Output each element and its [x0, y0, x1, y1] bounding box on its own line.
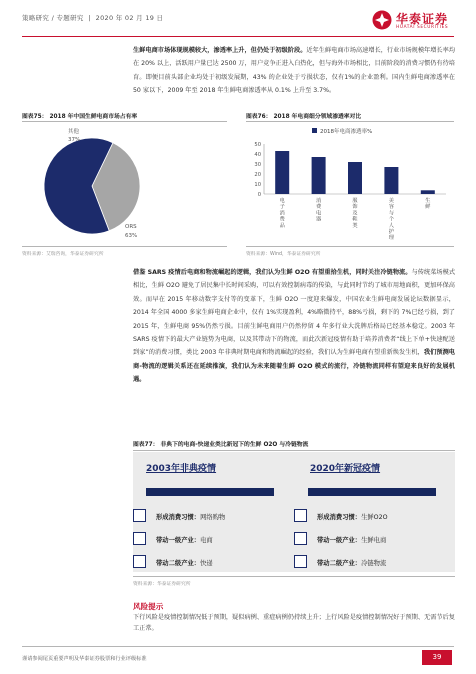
logo-english-name: HUATAI SECURITIES	[396, 25, 449, 30]
right-square-icon	[294, 509, 307, 522]
right-row-2: 带动一级产业：生鲜电商	[317, 537, 387, 544]
bar-y-tick-label: 20	[254, 172, 261, 178]
pie-label-other: 其他	[68, 129, 80, 135]
pie-slices	[44, 138, 140, 234]
left-row-3: 带动二级产业：快递	[156, 560, 213, 567]
fig76-top-rule	[246, 121, 454, 122]
fig77-left-bar	[146, 488, 274, 496]
header-divider	[22, 36, 454, 37]
huatai-logo	[372, 10, 454, 36]
page-header: 策略研究 / 专题研究 | 2020 年 02 月 19 日	[22, 14, 164, 22]
bar-x-tick-label: 电子消费品	[279, 198, 285, 229]
footer-disclaimer: 谨请参阅尾页重要声明及华泰证券股票和行业评级标准	[22, 656, 147, 662]
bar-0	[275, 151, 289, 194]
logo-chinese-name: 华泰证券	[396, 12, 449, 26]
fig76-bar-chart	[246, 124, 454, 246]
pie-label-other-pct: 37%	[68, 137, 81, 143]
bar-legend-swatch	[312, 128, 317, 133]
fig77-left-heading: 2003年非典疫情	[146, 464, 217, 474]
fig75-source: 资料来源：艾瑞咨询，华泰证券研究所	[22, 252, 104, 257]
header-subcategory: 专题研究	[56, 14, 84, 22]
fig76-bottom-rule	[246, 246, 454, 247]
fig75-pie-chart	[22, 124, 227, 246]
header-category: 策略研究	[22, 14, 50, 22]
right-row-3: 带动二级产业：冷链物流	[317, 560, 387, 567]
left-square-icon	[133, 555, 146, 568]
intro-paragraph	[133, 44, 455, 98]
bar-1	[312, 157, 326, 194]
bar-legend-label: 2018年电商渗透率%	[320, 129, 373, 135]
bar-x-tick-label: 美容与个人护理	[388, 198, 395, 242]
bar-x-tick-label: 生鲜	[425, 198, 431, 211]
fig77-right-heading: 2020年新冠疫情	[310, 464, 381, 474]
left-square-icon	[133, 532, 146, 545]
bar-2	[348, 162, 362, 194]
fig75-title: 图表75： 2018 年中国生鲜电商市场占有率	[22, 114, 138, 120]
bar-x-labels	[280, 196, 432, 241]
page-number: 39	[422, 650, 452, 665]
fig77-source: 资料来源：华泰证券研究所	[133, 582, 191, 587]
bar-4	[421, 190, 435, 194]
header-date: 2020 年 02 月 19 日	[95, 14, 164, 22]
bar-y-tick-label: 40	[254, 152, 261, 158]
sars-bold-tail: 我们预测电商-物流的逻辑关系还在延续推演，我们认为未来随着生鲜 O2O 模式的流行，冷链物流同样有望迎来良好的发展机遇。	[133, 349, 455, 384]
bar-3	[384, 167, 398, 194]
sars-bold-lead: 借鉴 SARS 疫情后电商和物流崛起的逻辑，我们认为生鲜 O2O 有望重拾生机，同时关注冷链物流。	[133, 269, 412, 276]
sars-text: 与传统菜场模式相比，生鲜 O2O 避免了居民集中长时间采购，可以有效控制病毒的传染，与此同时节约了城市用地面积，更加环保高效。而早在 2015 年移动数字支付等的变革下，生鲜 O2O 一度迎来爆发，中国农业生鲜电商发展论坛数据显示，2014 年全国 4000 多家生鲜电商企业中，仅有 1%实现盈利，4%略微持平，88%亏损，剩下的 7%已经亏损，到了 2015 年，生鲜电商 95%仍然亏损。目前生鲜电商用户仍然停留 4 年多行业大洗牌后格局已经基本稳定。2003 年 SARS 疫情下的最大产业链势为电商，以及其带动下的物流，而此次新冠疫情有助于培养消费者“线上下单+快速配送到家”的消费习惯，类比 2003 年非典时期电商和物流崛起的经验，我们认为生鲜电商有望重新焕发生机，	[133, 269, 456, 357]
fig77-title: 图表77： 非典下的电商-快递业类比新冠下的生鲜 O2O 与冷链物流	[133, 442, 309, 448]
risk-text: 下行风险是疫情控制情况低于预期，疑似病例、重症病例仍持续上升；上行风险是疫情控制情况好于预期、无需节后复工正常。	[133, 614, 455, 632]
right-square-icon	[294, 532, 307, 545]
fig77-right-bar	[308, 488, 436, 496]
right-row-1: 形成消费习惯：生鲜O2O	[317, 514, 388, 521]
intro-bold-lead: 生鲜电商市场体现规模较大，渗透率上升，但仍处于初级阶段。	[133, 47, 307, 54]
fig76-source: 资料来源：Wind，华泰证券研究所	[246, 252, 321, 257]
bar-x-tick-label: 服饰及鞋类	[352, 198, 358, 229]
fig77-bottom-rule	[133, 576, 455, 577]
bar-y-tick-label: 10	[254, 182, 261, 188]
pie-label-main-pct: 63%	[125, 233, 138, 239]
left-row-2: 带动一级产业：电商	[156, 537, 213, 544]
footer-divider	[22, 646, 454, 647]
bar-y-tick-label: 50	[254, 142, 261, 148]
bar-y-tick-label: 30	[254, 162, 261, 168]
bar-y-ticks	[254, 142, 261, 198]
risk-title: 风险提示	[133, 602, 164, 611]
fig76-title: 图表76： 2018 年电商细分领域渗透率对比	[246, 114, 362, 120]
bar-x-tick-label: 消费电器	[315, 198, 322, 223]
fig75-top-rule	[22, 121, 227, 122]
pie-label-main: ORS	[125, 224, 137, 230]
bar-y-tick-label: 0	[257, 192, 261, 198]
huatai-logo-icon	[372, 10, 392, 30]
left-square-icon	[133, 509, 146, 522]
bar-series	[275, 151, 435, 194]
left-row-1: 形成消费习惯：网络购物	[156, 514, 226, 521]
intro-text: 近年生鲜电商市场高速增长，行业市场规模年增长率均在 20% 以上，活跃用户量已达 2500 万，用户竞争正进入白热化，但与海外市场相比，目前阶段的消费习惯仍有待培育。即便目前头部企业均处于初级发展期，43% 的企业处于亏损状态，仅有1%的企业盈利。国内生鲜电商渗透率在 50 家以下，2009 年至 2018 年生鲜电商渗透率从 0.1% 上升至 3.7%。	[133, 47, 456, 95]
fig77-top-rule	[133, 450, 455, 451]
fig75-bottom-rule	[22, 246, 227, 247]
right-square-icon	[294, 555, 307, 568]
sars-paragraph	[133, 266, 455, 387]
